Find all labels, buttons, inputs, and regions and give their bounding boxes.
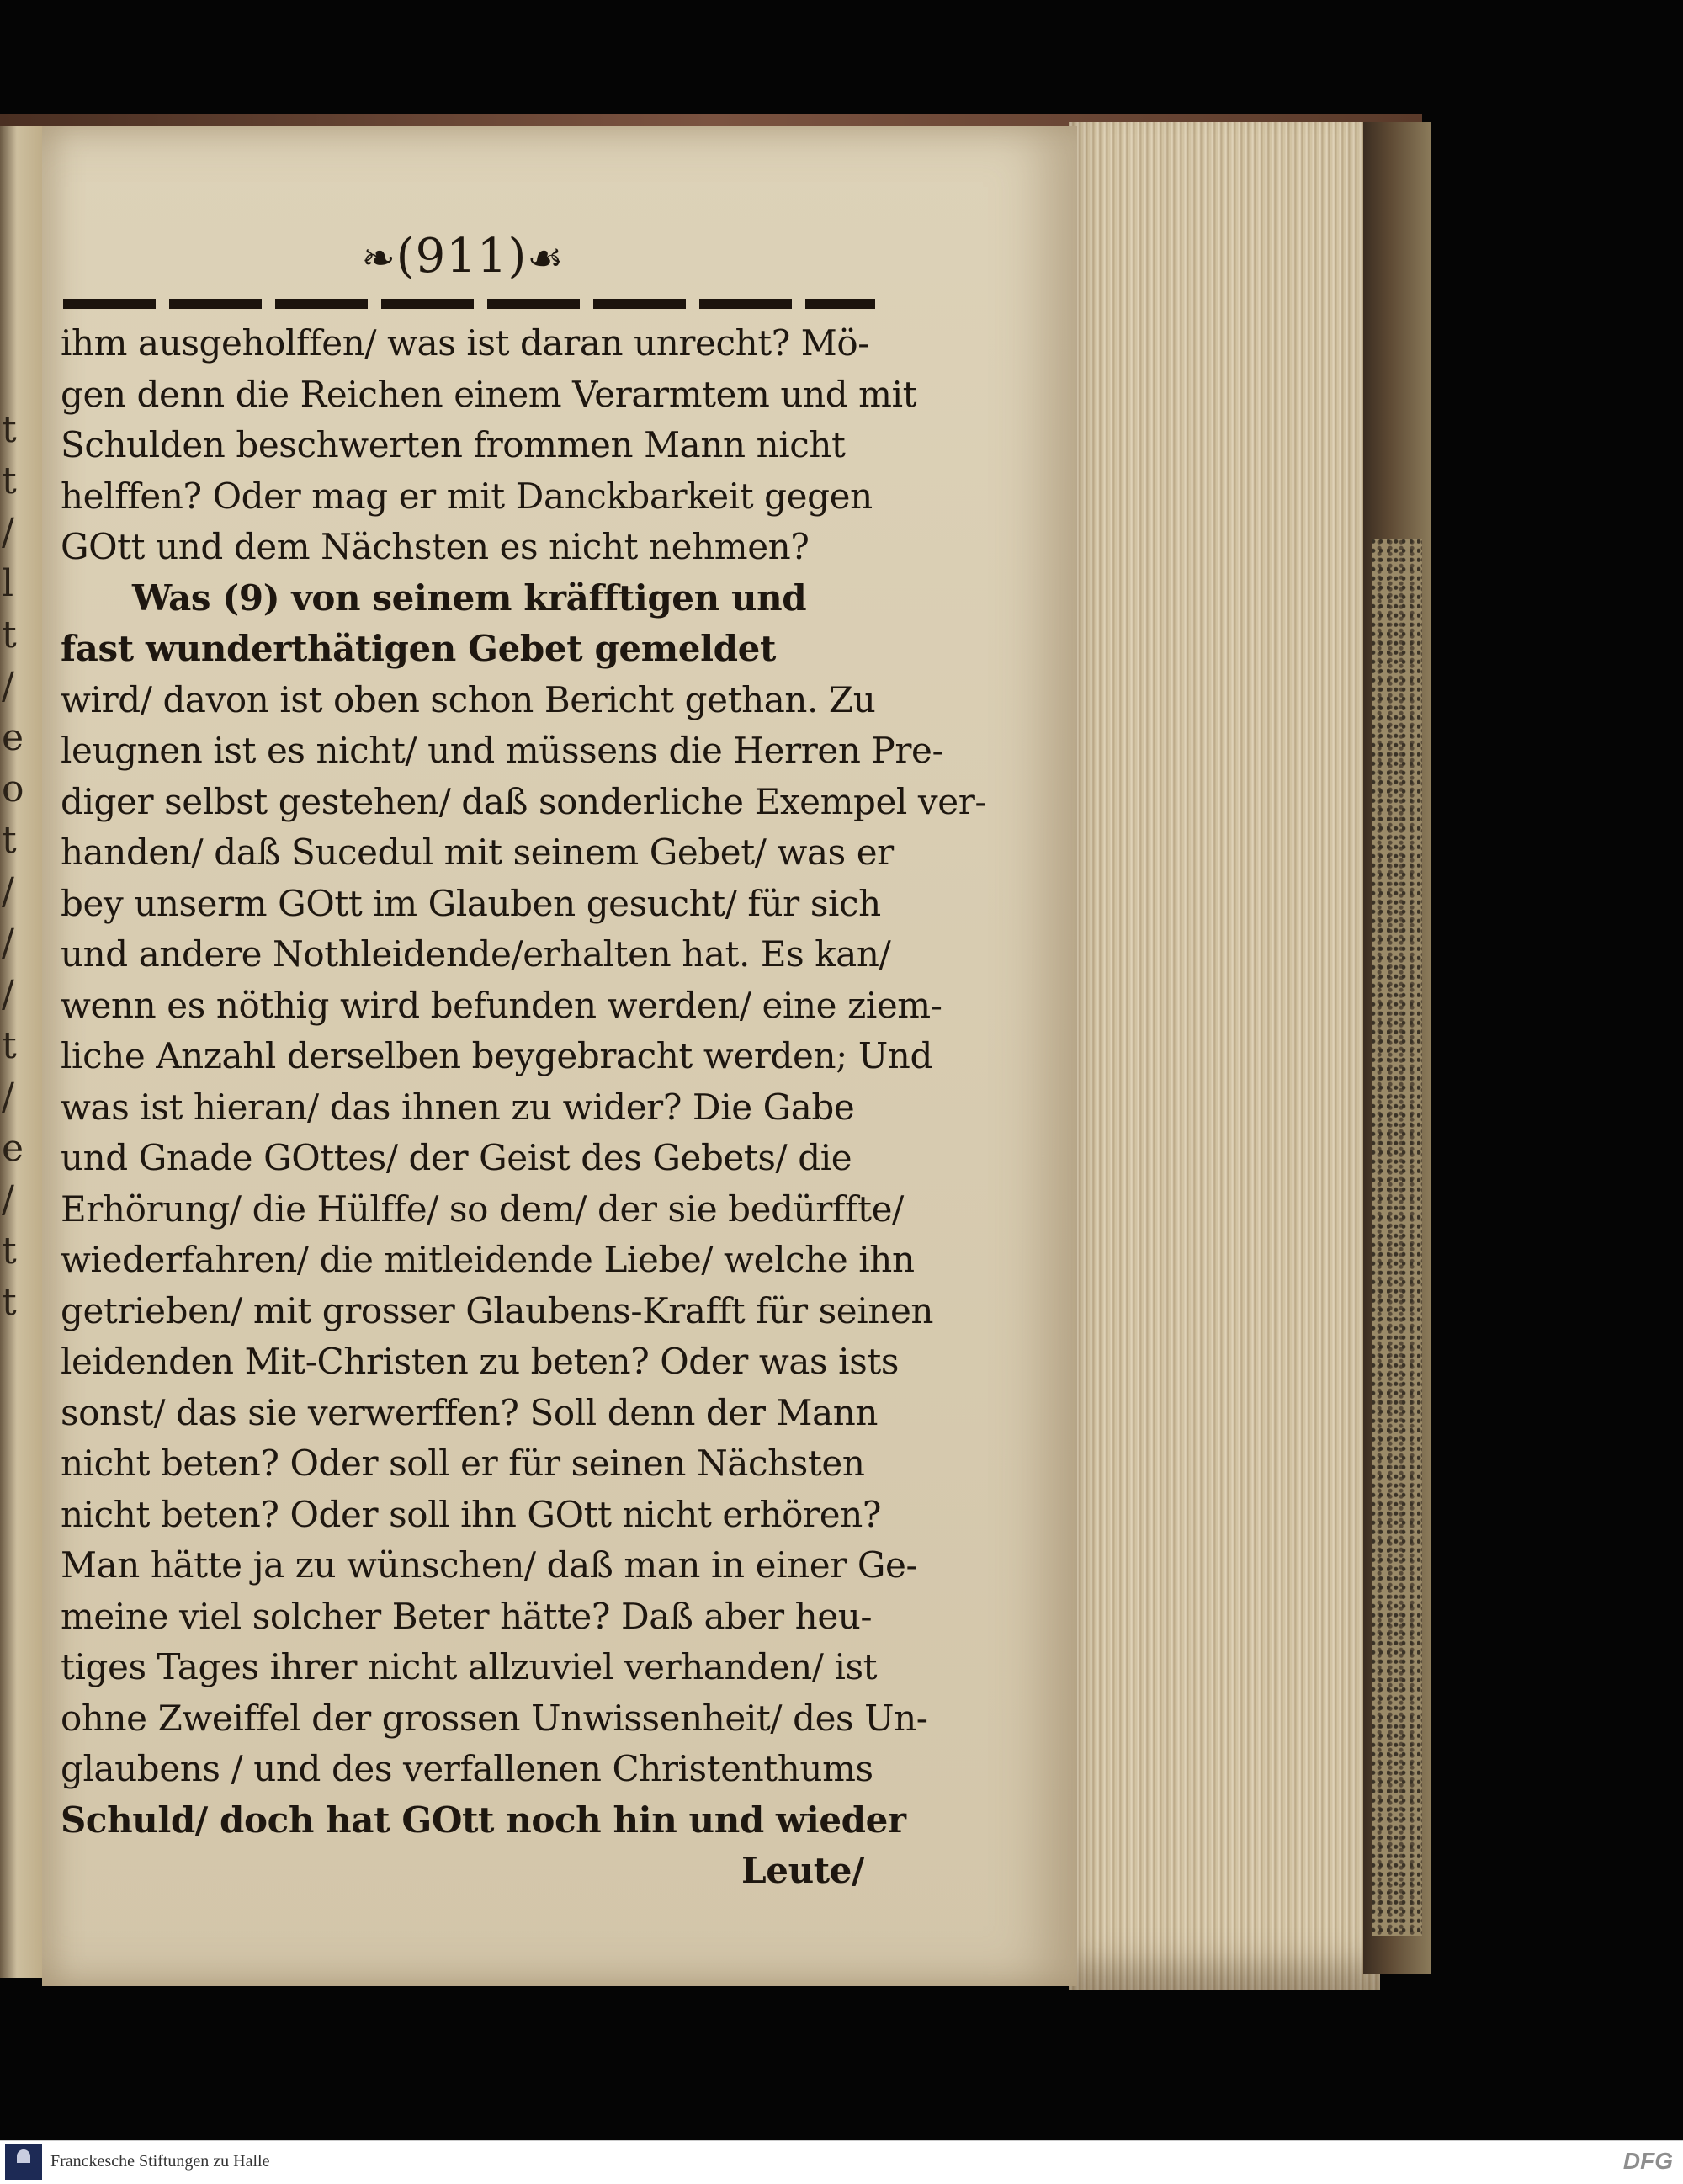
text-line: leugnen ist es nicht/ und müssens die Herren Pre- bbox=[61, 730, 944, 771]
body-text bbox=[61, 318, 987, 1897]
text-line: ohne Zweiffel der grossen Unwissenheit/ des Un- bbox=[61, 1697, 928, 1739]
text-line: wenn es nöthig wird befunden werden/ eine ziem- bbox=[61, 984, 942, 1026]
left-page-glyph: / bbox=[2, 870, 14, 913]
text-line: sonst/ das sie verwerffen? Soll denn der Mann bbox=[61, 1391, 879, 1433]
text-line: nicht beten? Oder soll ihn GOtt nicht erhören? bbox=[61, 1493, 881, 1535]
text-line: GOtt und dem Nächsten es nicht nehmen? bbox=[61, 526, 810, 567]
left-page-glyph: / bbox=[2, 511, 14, 554]
left-page-glyph: t bbox=[2, 1281, 17, 1324]
viewer-footer bbox=[0, 2140, 1683, 2184]
page-stack-edges bbox=[1069, 122, 1380, 1990]
left-ornament-icon: ❧ bbox=[361, 235, 396, 282]
text-line: Man hätte ja zu wünschen/ daß man in einer Ge- bbox=[61, 1544, 918, 1586]
text-line: fast wunderthätigen Gebet gemeldet bbox=[61, 628, 776, 669]
logo-mark-icon bbox=[17, 2149, 30, 2163]
left-page-glyph: l bbox=[2, 562, 14, 605]
text-line: bey unserm GOtt im Glauben gesucht/ für sich bbox=[61, 882, 881, 924]
text-line: und Gnade GOttes/ der Geist des Gebets/ die bbox=[61, 1137, 852, 1178]
institution-logo-icon[interactable] bbox=[5, 2144, 42, 2180]
left-page-glyph: / bbox=[2, 1076, 14, 1119]
right-ornament-icon: ☙ bbox=[527, 235, 565, 282]
text-line: liche Anzahl derselben beygebracht werden; Und bbox=[61, 1035, 932, 1076]
text-line: diger selbst gestehen/ daß sonderliche Exempel ver- bbox=[61, 780, 987, 822]
text-line: helffen? Oder mag er mit Danckbarkeit gegen bbox=[61, 475, 873, 517]
left-page-fragment-text bbox=[2, 404, 24, 1328]
text-line: Schuld/ doch hat GOtt noch hin und wieder bbox=[61, 1799, 906, 1841]
page-number: (911) bbox=[396, 229, 528, 284]
left-page-glyph: / bbox=[2, 665, 14, 708]
text-line: Erhörung/ die Hülffe/ so dem/ der sie bedürffte/ bbox=[61, 1188, 904, 1230]
left-page-glyph: t bbox=[2, 819, 17, 862]
dfg-logo[interactable]: DFG bbox=[1622, 2148, 1673, 2174]
text-line: nicht beten? Oder soll er für seinen Nächsten bbox=[61, 1443, 865, 1484]
left-page-glyph: t bbox=[2, 408, 17, 451]
left-page-glyph: t bbox=[2, 614, 17, 656]
left-page-glyph: t bbox=[2, 460, 17, 502]
catchword: Leute/ bbox=[741, 1850, 864, 1891]
left-page-glyph: / bbox=[2, 973, 14, 1016]
header-rule bbox=[63, 299, 875, 309]
left-page-glyph: e bbox=[2, 1127, 24, 1170]
left-page-glyph: / bbox=[2, 922, 14, 964]
page-header bbox=[320, 229, 606, 284]
text-line: handen/ daß Sucedul mit seinem Gebet/ was er bbox=[61, 832, 894, 873]
left-page-glyph: e bbox=[2, 716, 24, 759]
text-line: was ist hieran/ das ihnen zu wider? Die Gabe bbox=[61, 1086, 855, 1128]
text-line: getrieben/ mit grosser Glaubens-Krafft für seinen bbox=[61, 1289, 934, 1331]
text-line: wiederfahren/ die mitleidende Liebe/ welche ihn bbox=[61, 1239, 915, 1280]
text-line: glaubens / und des verfallenen Christenthums bbox=[61, 1748, 873, 1789]
text-line: und andere Nothleidende/erhalten hat. Es kan/ bbox=[61, 933, 891, 975]
text-line: meine viel solcher Beter hätte? Daß aber heu- bbox=[61, 1595, 873, 1637]
left-page-edge bbox=[0, 126, 42, 1978]
left-page-glyph: t bbox=[2, 1024, 17, 1067]
marbled-cover-paper bbox=[1372, 539, 1422, 1936]
text-line: Schulden beschwerten frommen Mann nicht bbox=[61, 424, 846, 465]
left-page-glyph: o bbox=[2, 768, 24, 810]
left-page-glyph: t bbox=[2, 1230, 17, 1273]
text-line: gen denn die Reichen einem Verarmtem und mit bbox=[61, 373, 917, 415]
institution-name[interactable]: Franckesche Stiftungen zu Halle bbox=[50, 2152, 270, 2171]
text-line: tiges Tages ihrer nicht allzuviel verhanden/ ist bbox=[61, 1646, 878, 1687]
text-line: Was (9) von seinem kräfftigen und bbox=[132, 577, 807, 619]
text-line: leidenden Mit-Christen zu beten? Oder was ists bbox=[61, 1341, 899, 1382]
left-page-glyph: / bbox=[2, 1178, 14, 1221]
text-line: wird/ davon ist oben schon Bericht gethan. Zu bbox=[61, 678, 876, 720]
text-line: ihm ausgeholffen/ was ist daran unrecht? Mö- bbox=[61, 322, 870, 364]
